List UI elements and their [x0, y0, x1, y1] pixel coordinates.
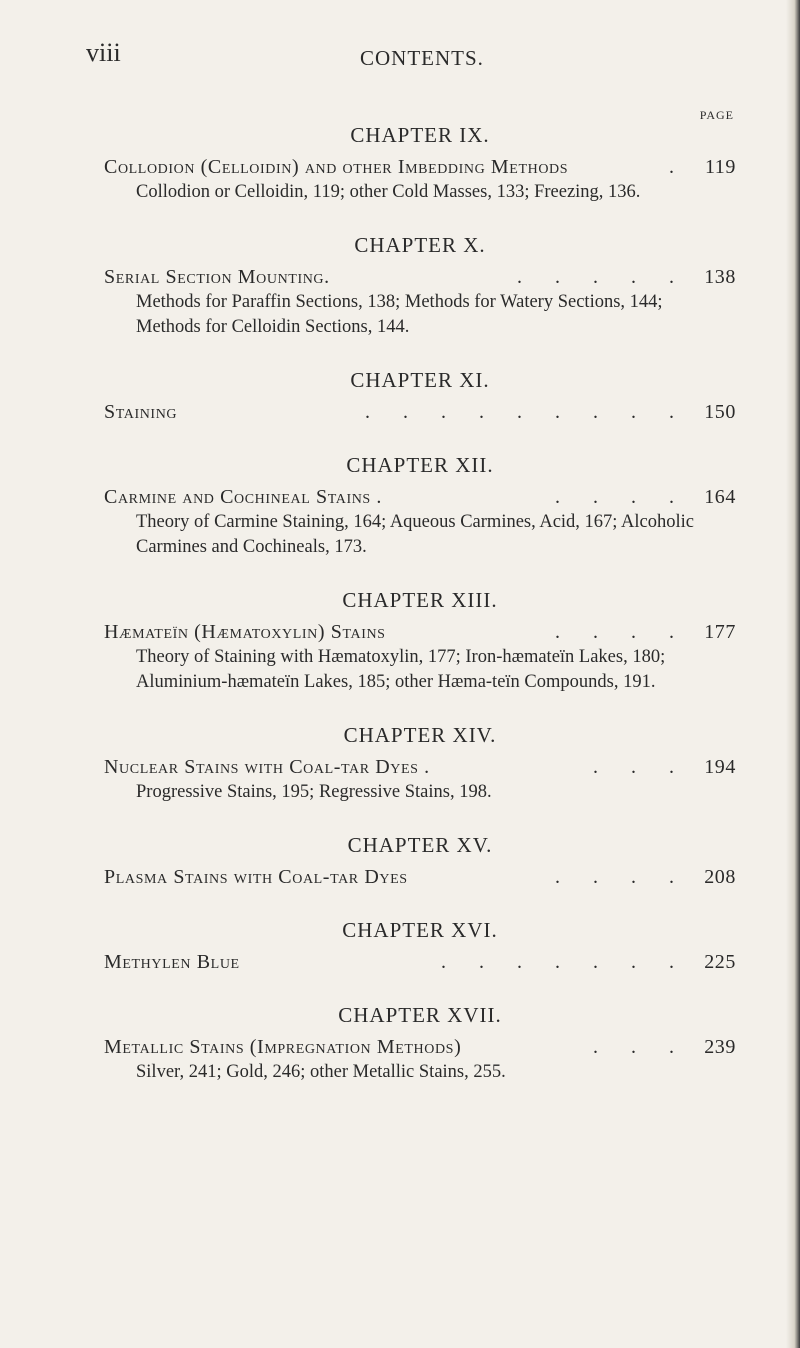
chapter-x [0, 232, 800, 340]
folio: viii [86, 38, 121, 67]
leader-dots: . . . . . [517, 266, 688, 288]
chapter-description: Theory of Carmine Staining, 164; Aqueous Carmines, Acid, 167; Alcoholic Carmines and Cochineals, 173. [136, 512, 695, 557]
chapter-entry [104, 619, 736, 645]
leader-dots: . . . . [555, 866, 688, 888]
page-header [0, 38, 800, 78]
chapter-xii [0, 452, 800, 560]
chapter-xiv [0, 722, 800, 805]
entry-title: Metallic Stains (Impregnation Methods) [104, 1036, 462, 1058]
chapter-description: Theory of Staining with Hæmatoxylin, 177; Iron-hæmateïn Lakes, 180; Aluminium-hæmateïn Lakes, 185; other Hæma-teïn Compounds, 191. [136, 647, 666, 692]
chapter-title: CHAPTER XVI. [342, 918, 498, 942]
chapter-title: CHAPTER XIII. [342, 588, 498, 612]
leader-dots: . . . . . . . [441, 951, 688, 973]
chapter-xiii [0, 587, 800, 695]
chapter-title: CHAPTER XIV. [343, 723, 497, 747]
page-number: 177 [704, 621, 736, 643]
chapter-title: CHAPTER IX. [350, 123, 490, 147]
chapter-description: Methods for Paraffin Sections, 138; Methods for Watery Sections, 144; Methods for Celloidin Sections, 144. [136, 292, 663, 337]
chapter-entry [104, 264, 736, 290]
chapter-title: CHAPTER XI. [350, 368, 490, 392]
page-number: 239 [704, 1036, 736, 1058]
chapter-entry [104, 399, 736, 425]
running-head: CONTENTS. [360, 46, 484, 70]
entry-title: Plasma Stains with Coal-tar Dyes [104, 866, 408, 888]
chapter-title: CHAPTER XV. [347, 833, 493, 857]
page-number: 208 [704, 866, 736, 888]
leader-dots: . . . . . . . . . [365, 401, 688, 423]
leader-dots: . . . [593, 1036, 688, 1058]
entry-title: Hæmateïn (Hæmatoxylin) Stains [104, 621, 386, 643]
page-number: 225 [704, 951, 736, 973]
chapter-xi [0, 367, 800, 425]
entry-title: Serial Section Mounting. [104, 266, 330, 288]
chapter-ix [0, 122, 800, 205]
entry-title: Nuclear Stains with Coal-tar Dyes . [104, 756, 430, 778]
leader-dots: . . . . [555, 486, 688, 508]
leader-dots: . . . [593, 756, 688, 778]
chapter-description: Progressive Stains, 195; Regressive Stains, 198. [136, 782, 492, 802]
page-number: 194 [704, 756, 736, 778]
table-of-contents [0, 122, 800, 1112]
page-number: 119 [704, 156, 736, 178]
chapter-entry [104, 484, 736, 510]
chapter-title: CHAPTER X. [354, 233, 486, 257]
chapter-title: CHAPTER XII. [346, 453, 494, 477]
chapter-xv [0, 832, 800, 890]
entry-title: Methylen Blue [104, 951, 240, 973]
chapter-description: Silver, 241; Gold, 246; other Metallic Stains, 255. [136, 1062, 506, 1082]
page-number: 164 [704, 486, 736, 508]
entry-title: Collodion (Celloidin) and other Imbedding Methods [104, 156, 569, 178]
chapter-entry [104, 1034, 736, 1060]
chapter-entry [104, 154, 736, 180]
leader-dots: . . . . [555, 621, 688, 643]
chapter-xvii [0, 1002, 800, 1085]
chapter-title: CHAPTER XVII. [338, 1003, 502, 1027]
page-column-label: PAGE [699, 108, 734, 122]
chapter-entry [104, 949, 736, 975]
page-number: 150 [704, 401, 736, 423]
chapter-entry [104, 864, 736, 890]
entry-title: Staining [104, 401, 178, 423]
chapter-xvi [0, 917, 800, 975]
page-number: 138 [704, 266, 736, 288]
chapter-entry [104, 754, 736, 780]
leader-dots: . [669, 156, 688, 178]
entry-title: Carmine and Cochineal Stains . [104, 486, 382, 508]
chapter-description: Collodion or Celloidin, 119; other Cold Masses, 133; Freezing, 136. [136, 182, 641, 202]
